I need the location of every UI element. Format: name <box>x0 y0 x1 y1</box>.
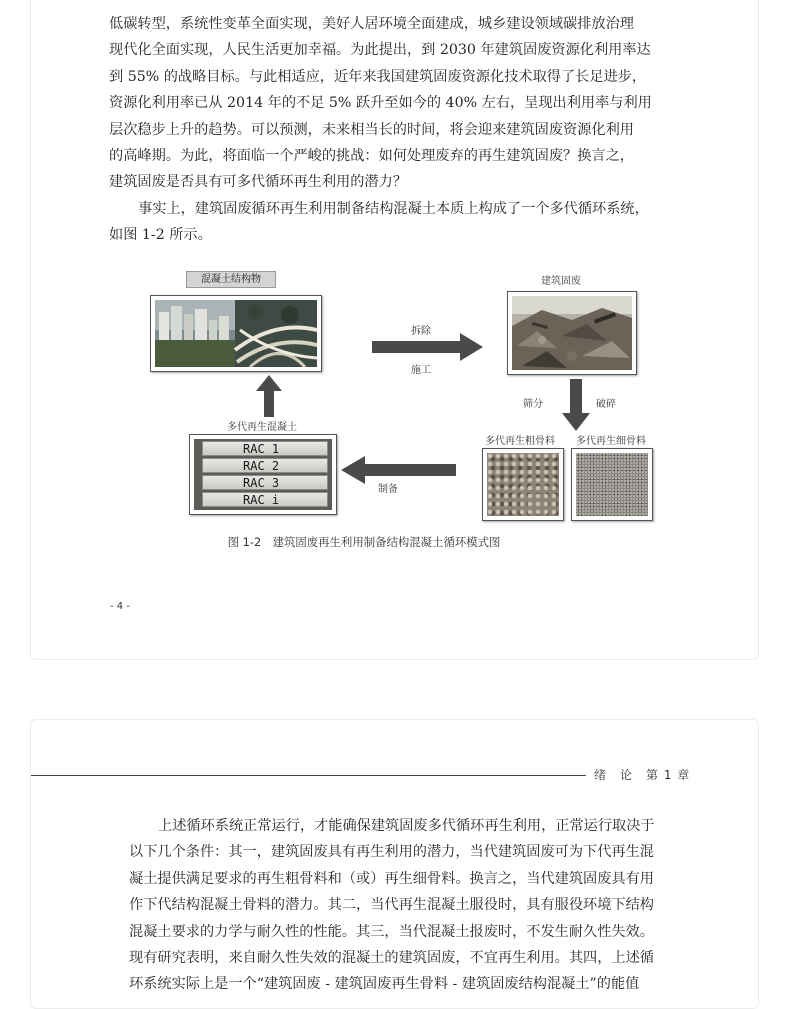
text-line: 现代化全面实现，人民生活更加幸福。为此提出，到 2030 年建筑固废资源化利用率达 <box>109 42 651 59</box>
arrow-right-icon <box>372 333 484 361</box>
photo-rac-specimens <box>189 434 337 515</box>
rac-label: RAC 2 <box>202 458 328 473</box>
text-line: 上述循环系统正常运行，才能确保建筑固废多代循环再生利用，正常运行取决于 <box>158 818 655 834</box>
paragraph-cycle-conditions <box>129 813 685 998</box>
text-line: 环系统实际上是一个“建筑固废 - 建筑固废再生骨料 - 建筑固废结构混凝土”的能值 <box>129 976 640 993</box>
text-line: 混凝土要求的力学与耐久性的性能。其三，当代混凝土报废时，不发生耐久性失效。 <box>129 923 654 940</box>
label-recycled-concrete: 多代再生混凝土 <box>227 422 297 433</box>
text-line: 凝土提供满足要求的再生粗骨料和（或）再生细骨料。换言之，当代建筑固废具有用 <box>129 870 654 887</box>
label-coarse-aggregate: 多代再生粗骨料 <box>485 436 555 447</box>
text-line: 低碳转型，系统性变革全面实现，美好人居环境全面建成，城乡建设领域碳排放治理 <box>109 16 634 32</box>
rac-label: RAC i <box>202 492 328 507</box>
label-demolish: 拆除 <box>411 326 431 337</box>
figure-caption: 图 1-2 建筑固废再生利用制备结构混凝土循环模式图 <box>227 535 501 549</box>
label-concrete-structure: 混凝土结构物 <box>186 271 276 288</box>
city-overpass-image <box>155 300 317 367</box>
rac-label: RAC 1 <box>202 441 328 456</box>
rubble-image <box>512 296 632 370</box>
text-line: 以下几个条件：其一，建筑固废具有再生利用的潜力，当代建筑固废可为下代再生混 <box>129 844 654 861</box>
label-fine-aggregate: 多代再生细骨料 <box>576 436 646 447</box>
label-screen: 筛分 <box>523 399 543 410</box>
label-construct: 施工 <box>411 365 431 376</box>
arrow-up-icon <box>256 375 282 417</box>
text-line: 到 55% 的战略目标。与此相适应，近年来我国建筑固废资源化技术取得了长足进步， <box>109 68 647 85</box>
label-prepare: 制备 <box>378 484 398 495</box>
figure-1-2-recycling-cycle <box>149 274 646 530</box>
arrow-left-icon <box>341 456 456 484</box>
text-line: 现有研究表明，来自耐久性失效的混凝土的建筑固废，不宜再生利用。其四，上述循 <box>129 950 654 967</box>
text-line: 事实上，建筑固废循环再生利用制备结构混凝土本质上构成了一个多代循环系统， <box>138 201 649 217</box>
arrow-down-icon <box>562 379 590 431</box>
text-line: 资源化利用率已从 2014 年的不足 5% 跃升至如今的 40% 左右，呈现出利用率与利用 <box>109 95 652 112</box>
text-line: 作下代结构混凝土骨料的潜力。其二，当代再生混凝土服役时，具有服役环境下结构 <box>129 897 654 914</box>
page-5 <box>30 719 759 1009</box>
photo-coarse-aggregate <box>482 448 564 521</box>
header-rule <box>31 775 586 776</box>
page-4 <box>30 0 759 660</box>
photo-concrete-structures <box>150 295 322 372</box>
running-header: 绪 论 第 1 章 <box>594 768 691 782</box>
rac-label: RAC 3 <box>202 475 328 490</box>
page-number: - 4 - <box>110 601 130 612</box>
label-construction-waste: 建筑固废 <box>541 276 581 287</box>
text-line: 建筑固废是否具有可多代循环再生利用的潜力？ <box>109 174 407 191</box>
text-line: 层次稳步上升的趋势。可以预测，未来相当长的时间，将会迎来建筑固废资源化利用 <box>109 121 634 138</box>
photo-construction-waste <box>507 291 637 375</box>
label-crush: 破碎 <box>596 399 616 410</box>
text-line: 的高峰期。为此，将面临一个严峻的挑战：如何处理废弃的再生建筑固废？换言之， <box>109 148 634 165</box>
photo-fine-aggregate <box>571 448 653 521</box>
paragraph-carbon-transition <box>109 11 665 196</box>
text-line: 如图 1-2 所示。 <box>109 227 212 244</box>
paragraph-cycle-system <box>109 196 665 249</box>
